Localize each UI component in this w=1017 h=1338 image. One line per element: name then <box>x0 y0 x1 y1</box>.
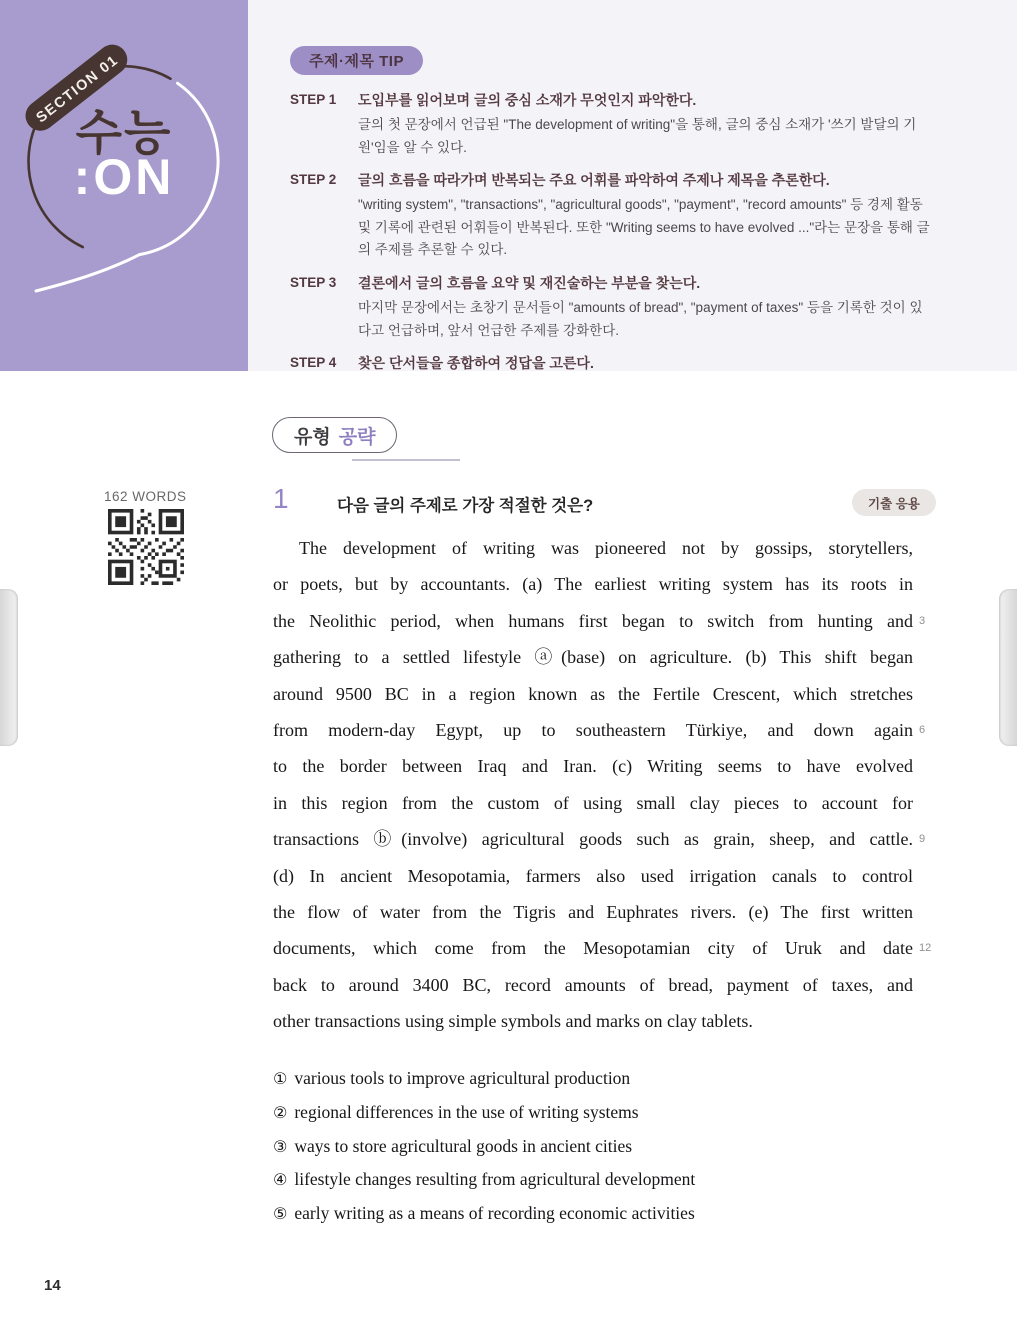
step-title: 도입부를 읽어보며 글의 중심 소재가 무엇인지 파악한다. <box>358 92 697 108</box>
page-flip-tab-left[interactable] <box>0 589 18 746</box>
choice-text: regional differences in the use of writing systems <box>294 1101 639 1122</box>
passage-line: to the border between Iraq and Iran. (c) Writing seems to have evolved <box>273 756 913 777</box>
choice-marker: ② <box>273 1102 288 1122</box>
passage-line: transactions ⓑ(involve) agricultural goods such as grain, sheep, and cattle. 9 <box>273 821 913 857</box>
choice-4[interactable] <box>273 1163 933 1197</box>
section-banner <box>0 0 248 371</box>
choice-2[interactable] <box>273 1096 933 1130</box>
passage-line: The development of writing was pioneered not by gossips, storytellers, <box>299 538 913 558</box>
passage-line: the Neolithic period, when humans first began to switch from hunting and 3 <box>273 603 913 639</box>
choice-marker: ④ <box>273 1170 288 1190</box>
choice-marker: ③ <box>273 1136 288 1156</box>
passage-line: other transactions using simple symbols and marks on clay tablets. <box>273 1011 753 1032</box>
choice-text: ways to store agricultural goods in ancient cities <box>294 1135 633 1156</box>
section-label: SECTION 01 <box>33 52 122 127</box>
tip-step-3 <box>290 273 938 342</box>
passage-line: documents, which come from the Mesopotamian city of Uruk and date 12 <box>273 930 913 966</box>
word-count-label: 162 WORDS <box>104 489 187 504</box>
logo-text-on: :ON <box>73 149 175 205</box>
answer-choices <box>273 1062 933 1231</box>
tip-steps <box>290 90 938 388</box>
question-number: 1 <box>273 483 289 514</box>
passage-line: from modern-day Egypt, up to southeastern Türkiye, and down again 6 <box>273 712 913 748</box>
step-label: STEP 4 <box>290 355 337 371</box>
page-number: 14 <box>44 1277 61 1294</box>
step-body: 마지막 문장에서는 초창기 문서들이 "amounts of bread", "payment of taxes" 등을 기록한 것이 있다고 언급하며, 앞서 언급한 주제를 강화한다. <box>358 299 923 338</box>
type-badge-underline <box>352 459 460 461</box>
exam-source-badge: 기출 응용 <box>852 489 936 516</box>
passage-line: around 9500 BC in a region known as the Fertile Crescent, which stretches <box>273 683 913 704</box>
type-strategy-badge <box>272 417 397 453</box>
line-number: 9 <box>919 833 926 846</box>
passage-line: or poets, but by accountants. (a) The earliest writing system has its roots in <box>273 574 913 595</box>
tip-step-1 <box>290 90 938 159</box>
tip-step-2 <box>290 170 938 262</box>
choice-marker: ⑤ <box>273 1204 288 1224</box>
choice-1[interactable] <box>273 1062 933 1096</box>
choice-text: various tools to improve agricultural production <box>294 1068 631 1088</box>
qr-code[interactable] <box>108 509 184 585</box>
tip-badge: 주제·제목 TIP <box>290 46 423 75</box>
step-label: STEP 2 <box>290 172 337 188</box>
step-label: STEP 1 <box>290 92 337 107</box>
choice-text: lifestyle changes resulting from agricultural development <box>294 1169 696 1190</box>
type-badge-left: 유형 <box>294 426 331 448</box>
type-badge-right: 공략 <box>338 426 376 448</box>
step-title: 찾은 단서들을 종합하여 정답을 고른다. <box>358 355 594 372</box>
passage-line: back to around 3400 BC, record amounts of bread, payment of taxes, and <box>273 974 913 995</box>
choice-3[interactable] <box>273 1130 933 1164</box>
line-number: 6 <box>919 723 926 736</box>
passage-line: gathering to a settled lifestyle ⓐ(base) on agriculture. (b) This shift began <box>273 647 913 668</box>
step-title: 글의 흐름을 따라가며 반복되는 주요 어휘를 파악하여 주제나 제목을 추론한다. <box>358 172 830 189</box>
passage-line: the flow of water from the Tigris and Euphrates rivers. (e) The first written <box>273 901 913 922</box>
choice-marker: ① <box>273 1069 288 1088</box>
page-flip-tab-right[interactable] <box>999 589 1017 746</box>
step-body: 글의 첫 문장에서 언급된 "The development of writing"을 통해, 글의 중심 소재가 '쓰기 발달의 기원'임을 알 수 있다. <box>358 117 917 155</box>
step-body: "writing system", "transactions", "agricultural goods", "payment", "record amounts" 등 경제 활동 및 기록에 관련된 어휘들이 반복된다. 또한 "Writing seems to have evolved ..."라는 문장을 통해 글의 주제를 추론할 수 있다. <box>358 197 930 258</box>
logo-text-suneung: 수능 <box>75 107 173 160</box>
passage-line: in this region from the custom of using small clay pieces to account for <box>273 792 913 813</box>
question-prompt: 다음 글의 주제로 가장 적절한 것은? <box>337 497 594 515</box>
tip-step-4 <box>290 353 938 377</box>
passage-line: (d) In ancient Mesopotamia, farmers also used irrigation canals to control <box>273 865 913 886</box>
line-number: 3 <box>919 614 926 627</box>
step-title: 결론에서 글의 흐름을 요약 및 재진술하는 부분을 찾는다. <box>358 274 701 291</box>
choice-text: early writing as a means of recording economic activities <box>294 1203 695 1224</box>
choice-5[interactable] <box>273 1197 933 1231</box>
tip-section-background <box>0 0 1017 371</box>
reading-passage <box>273 530 932 1039</box>
line-number: 12 <box>919 942 932 955</box>
step-label: STEP 3 <box>290 274 337 290</box>
